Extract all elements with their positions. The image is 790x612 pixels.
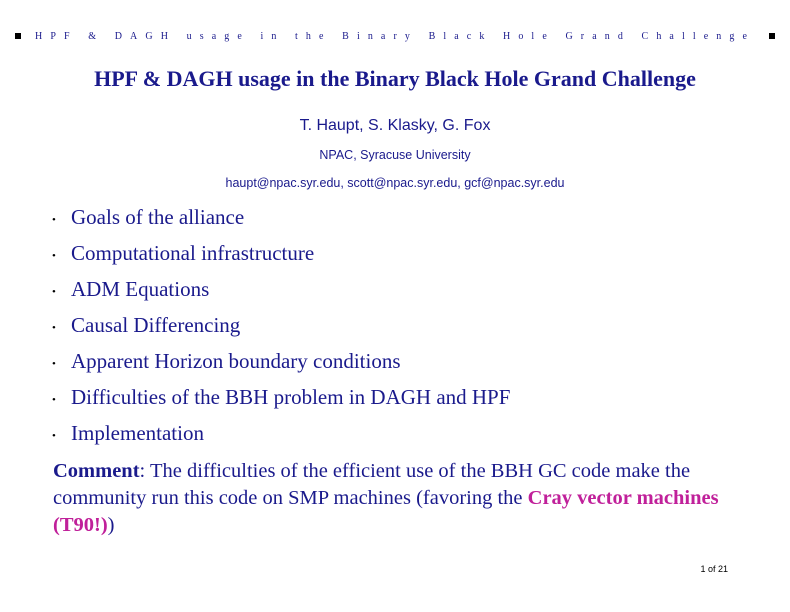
topic-list [52, 203, 510, 455]
bullet-icon: • [52, 286, 56, 299]
bullet-icon: • [52, 250, 56, 263]
affiliation: NPAC, Syracuse University [319, 148, 471, 162]
comment-highlight: Cray vector machines (T90!) [53, 487, 719, 536]
comment-text: The difficulties of the efficient use of the BBH GC code make the community run this code on SMP machines (favoring the [53, 460, 691, 509]
list-item [52, 239, 510, 275]
list-item-label: Difficulties of the BBH problem in DAGH and HPF [71, 385, 511, 409]
comment-paragraph [53, 458, 743, 539]
list-item-label: ADM Equations [71, 277, 210, 301]
bullet-icon: • [52, 358, 56, 371]
bullet-icon: • [52, 394, 56, 407]
comment-colon: : [139, 460, 146, 482]
list-item [52, 275, 510, 311]
running-header-text: HPF & DAGH usage in the Binary Black Hole Grand Challenge [35, 31, 755, 42]
square-bullet-icon [769, 33, 775, 39]
list-item [52, 203, 510, 239]
bullet-icon: • [52, 214, 56, 227]
bullet-icon: • [52, 430, 56, 443]
comment-tail: ) [107, 514, 115, 536]
page-title: HPF & DAGH usage in the Binary Black Hole Grand Challenge [94, 66, 696, 91]
square-bullet-icon [15, 33, 21, 39]
bullet-icon: • [52, 322, 56, 335]
list-item-label: Implementation [71, 421, 204, 445]
list-item-label: Causal Differencing [71, 313, 241, 337]
list-item [52, 347, 510, 383]
authors: T. Haupt, S. Klasky, G. Fox [299, 117, 491, 134]
list-item-label: Goals of the alliance [71, 205, 245, 229]
author-emails: haupt@npac.syr.edu, scott@npac.syr.edu, gcf@npac.syr.edu [225, 176, 565, 190]
comment-label: Comment [53, 460, 140, 482]
list-item-label: Computational infrastructure [71, 241, 315, 265]
list-item [52, 383, 510, 419]
list-item [52, 419, 510, 455]
running-header [0, 31, 790, 42]
page-counter: 1 of 21 [700, 564, 728, 574]
list-item [52, 311, 510, 347]
list-item-label: Apparent Horizon boundary conditions [71, 349, 401, 373]
